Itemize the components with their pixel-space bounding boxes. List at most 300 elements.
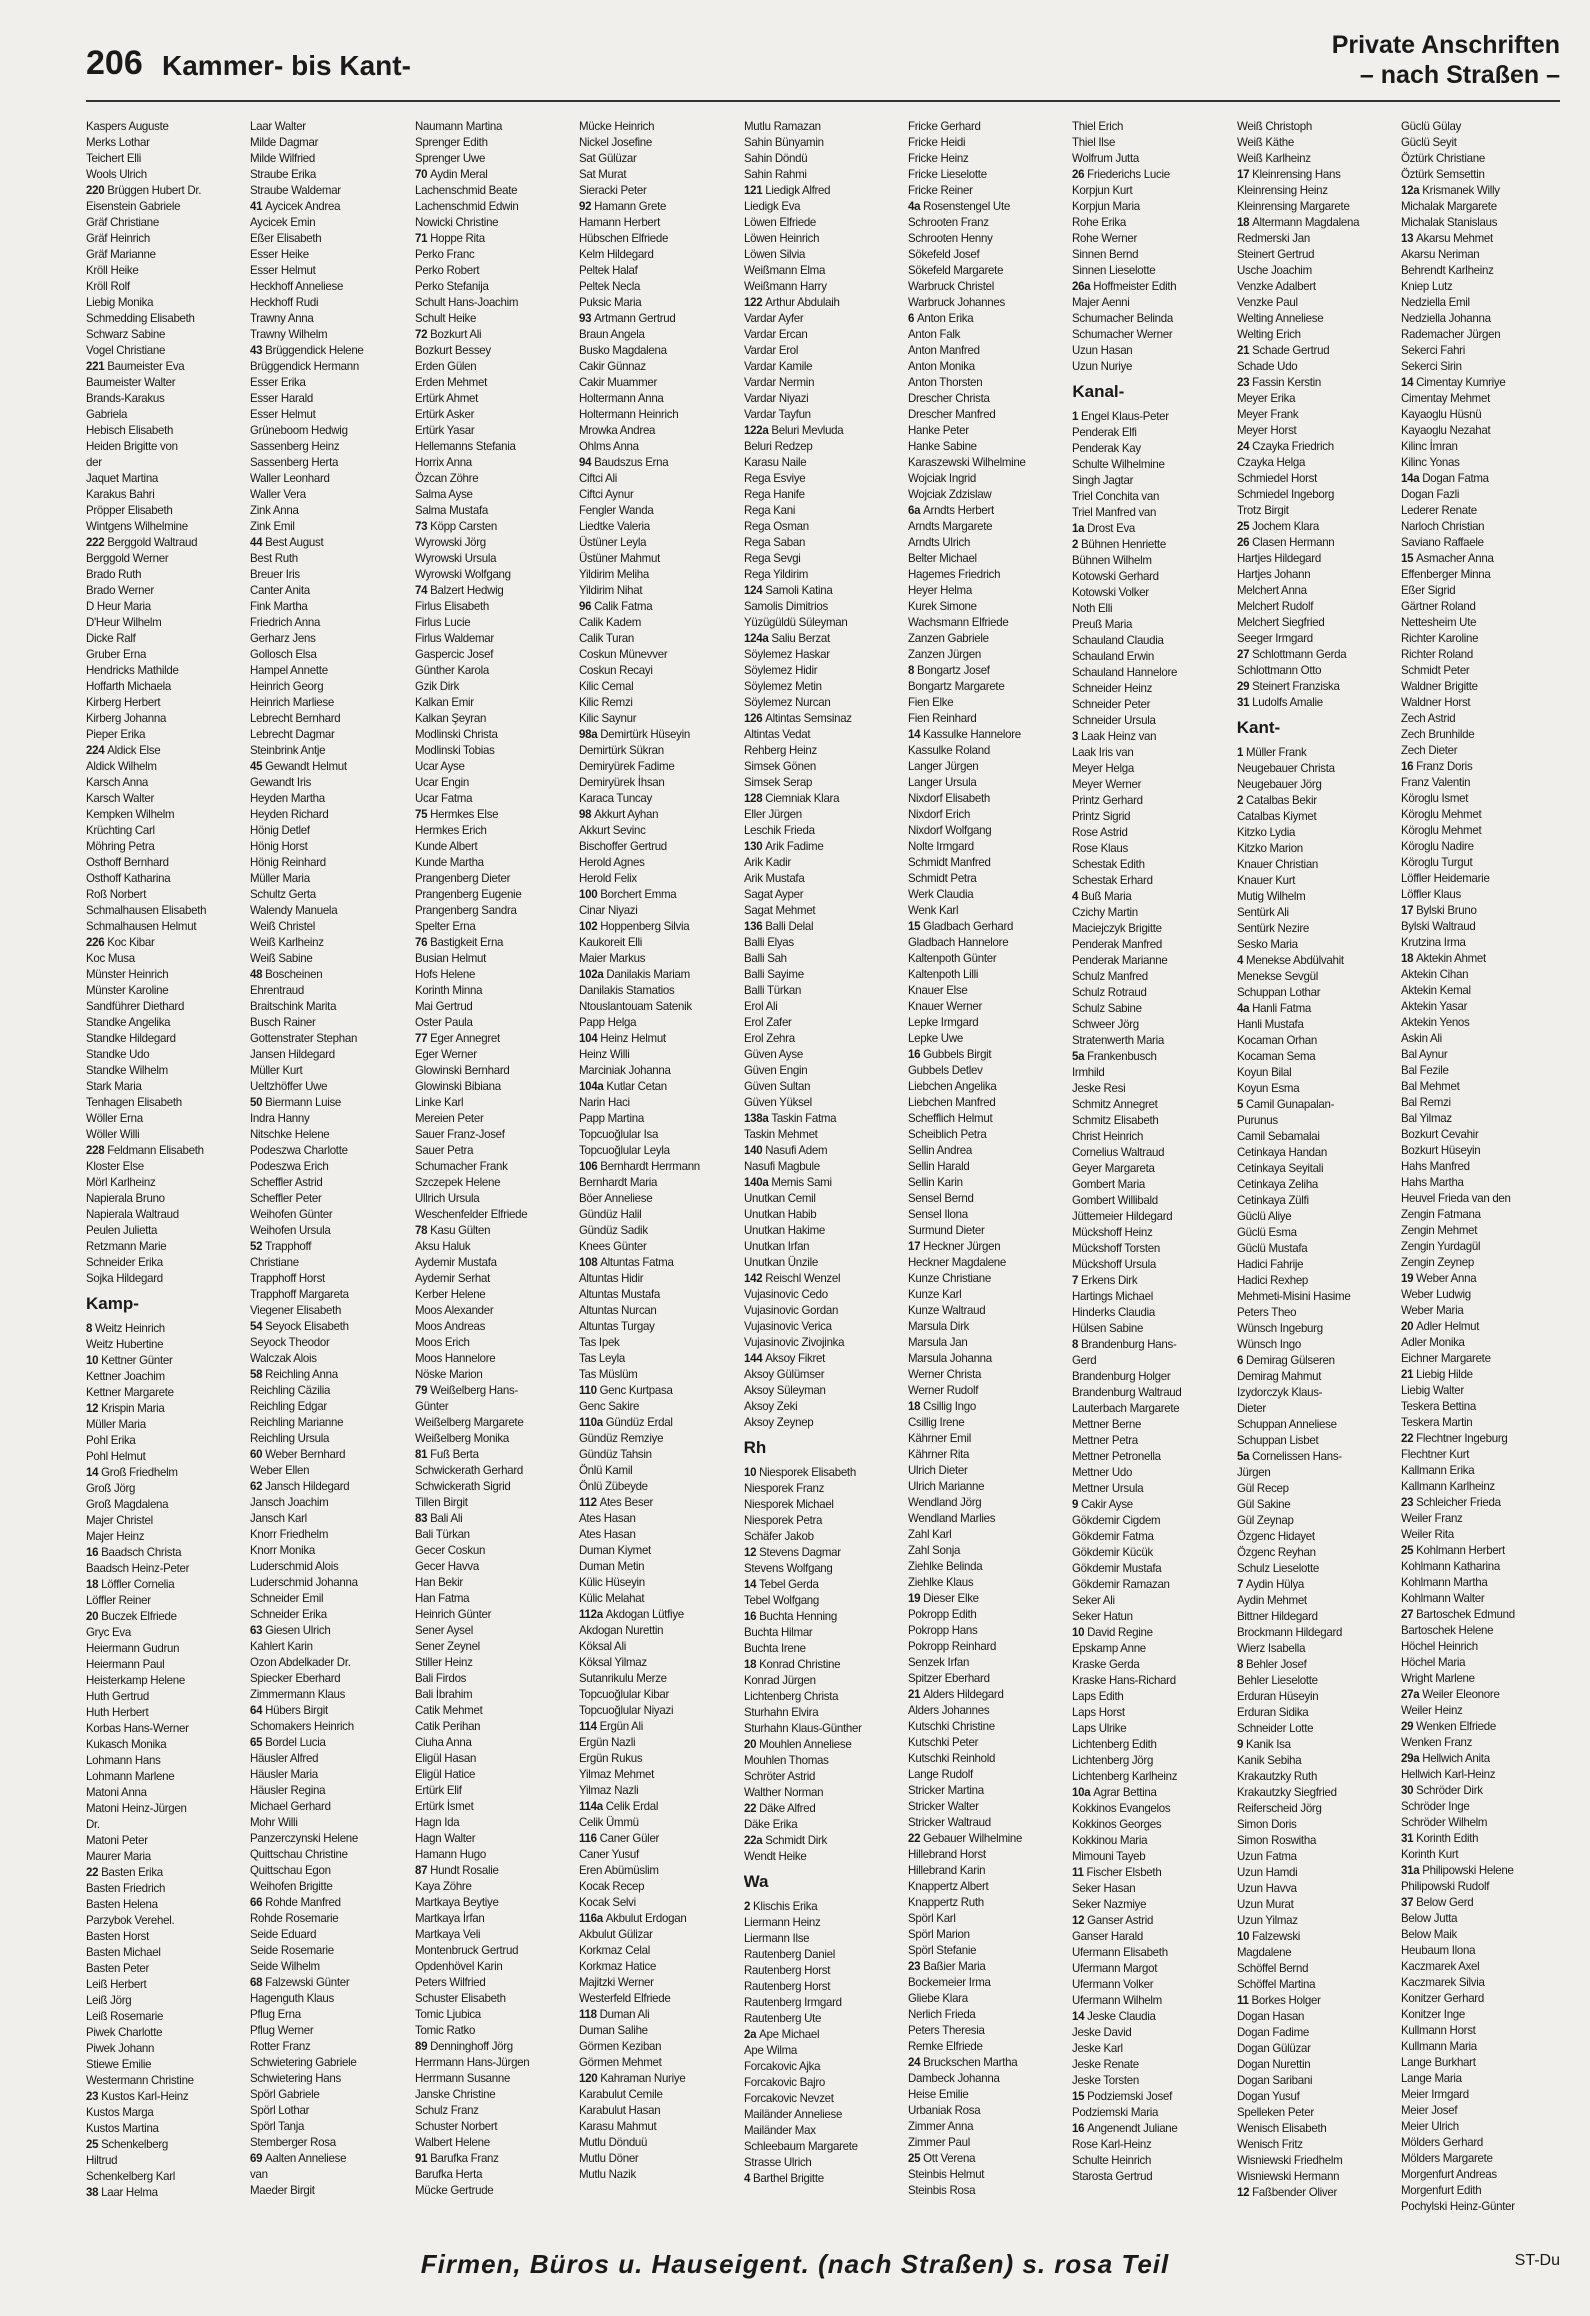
directory-entry: Kocaman Orhan	[1236, 1033, 1317, 1047]
directory-entry: Gündüz Remziye	[579, 1431, 664, 1445]
directory-entry: Kitzko Marion	[1236, 841, 1303, 855]
resident-name: Hoffmeister Edith	[1093, 279, 1177, 293]
directory-entry: Cornelius Waltraud	[1072, 1145, 1165, 1159]
house-number: 41	[250, 199, 263, 213]
directory-entry: Noth Elli	[1072, 601, 1113, 615]
directory-entry: Mereien Peter	[414, 1111, 484, 1125]
directory-entry: Hönig Reinhard	[250, 855, 327, 869]
house-number: 23	[1236, 375, 1249, 389]
resident-name: Liedigk Alfred	[764, 183, 830, 197]
resident-name: Arik Fadime	[764, 839, 824, 853]
house-number: 12	[743, 1545, 756, 1559]
directory-entry: Cinar Niyazi	[579, 903, 638, 917]
section-title-line-1: Private Anschriften	[1331, 31, 1560, 59]
directory-entry	[579, 1030, 739, 1046]
directory-entry: Simsek Serap	[743, 775, 812, 789]
directory-entry: Yilmaz Nazli	[579, 1783, 639, 1797]
directory-entry: Stiller Heinz	[414, 1655, 473, 1669]
directory-entry: Külic Melahat	[579, 1591, 645, 1605]
directory-entry: Häusler Maria	[250, 1767, 319, 1781]
directory-entry: Schult Hans-Joachim	[414, 295, 518, 309]
directory-entry: Sojka Hildegard	[86, 1271, 163, 1285]
directory-entry: Nedziella Johanna	[1401, 311, 1491, 325]
house-number: 75	[414, 807, 428, 821]
directory-entry: Eller Jürgen	[743, 807, 802, 821]
directory-entry: Maier Markus	[579, 951, 646, 965]
directory-entry: Kährner Rita	[907, 1447, 970, 1461]
directory-entry: Altuntas Mustafa	[579, 1287, 661, 1301]
directory-entry: Christ Heinrich	[1072, 1129, 1144, 1143]
house-number: 12	[86, 1401, 99, 1415]
directory-entry: Schneider Erika	[250, 1607, 328, 1621]
directory-entry	[86, 534, 246, 550]
directory-entry: Sensel Ilona	[907, 1207, 968, 1221]
directory-entry	[1237, 438, 1397, 454]
directory-entry	[415, 1862, 575, 1878]
resident-name: Baadsch Christa	[101, 1545, 182, 1559]
directory-entry: Mettner Petra	[1072, 1433, 1139, 1447]
directory-entry: Schuster Norbert	[414, 2119, 498, 2133]
directory-entry: Taskin Mehmet	[743, 1127, 818, 1141]
directory-entry: Sat Murat	[579, 167, 627, 181]
directory-entry: Kunze Christiane	[907, 1271, 991, 1285]
directory-entry: Gökdemir Ramazan	[1072, 1577, 1171, 1591]
directory-entry: Jaquet Martina	[86, 471, 159, 485]
directory-entry	[579, 1078, 739, 1094]
directory-entry: Simon Roswitha	[1236, 1833, 1316, 1847]
directory-entry: Dogan Fadime	[1236, 2025, 1309, 2039]
directory-entry: Firlus Elisabeth	[414, 599, 489, 613]
house-number: 6	[1236, 1353, 1243, 1367]
house-number: 79	[414, 1383, 428, 1397]
directory-entry: Görmen Keziban	[579, 2039, 662, 2053]
house-number: 6	[907, 311, 915, 325]
directory-entry: Zink Anna	[250, 503, 299, 517]
resident-name: Baudszus Erna	[594, 455, 669, 469]
directory-entry: Bali İbrahim	[414, 1687, 473, 1701]
directory-entry: Epskamp Anne	[1072, 1641, 1147, 1655]
resident-name: Berggold Waltraud	[107, 535, 198, 549]
directory-entry: Ufermann Wilhelm	[1072, 1993, 1163, 2007]
house-number: 45	[250, 759, 263, 773]
directory-entry: Gärtner Roland	[1401, 599, 1476, 613]
directory-entry: Uzun Havva	[1236, 1881, 1297, 1895]
directory-entry: Ulrich Dieter	[907, 1463, 968, 1477]
directory-entry	[1237, 1928, 1397, 1944]
directory-entry: Strasse Ulrich	[743, 2155, 812, 2169]
directory-entry: Jüttemeier Hildegard	[1072, 1209, 1173, 1223]
directory-entry: Perko Robert	[414, 263, 480, 277]
directory-entry: Weißmann Harry	[743, 279, 827, 293]
directory-entry: Dogan Gülüzar	[1236, 2041, 1311, 2055]
directory-entry: Vujasinovic Zivojinka	[743, 1335, 844, 1349]
directory-entry: Schauland Erwin	[1072, 649, 1155, 663]
directory-entry: Weiß Sabine	[250, 951, 313, 965]
directory-entry: Spörl Lothar	[250, 2103, 310, 2117]
directory-entry	[908, 1238, 1068, 1254]
directory-entry: Tas Müslüm	[579, 1367, 638, 1381]
directory-entry: Schulz Rotraud	[1072, 985, 1147, 999]
directory-entry: Eren Abümüslim	[579, 1863, 659, 1877]
directory-entry: Lauterbach Margarete	[1072, 1401, 1180, 1415]
house-number: 10	[1072, 1625, 1085, 1639]
directory-entry: Napierala Bruno	[86, 1191, 165, 1205]
directory-entry: Rautenberg Daniel	[743, 1947, 835, 1961]
directory-entry: Eisenstein Gabriele	[86, 199, 181, 213]
directory-entry: Schwickerath Sigrid	[414, 1479, 511, 1493]
resident-name: Kleinrensing Hans	[1251, 167, 1341, 181]
street-heading: Rh	[743, 1438, 767, 1457]
directory-entry: Rega Kani	[743, 503, 795, 517]
house-number: 21	[1236, 343, 1249, 357]
directory-entry: Hartings Michael	[1072, 1289, 1154, 1303]
directory-entry: Topcuoğlular Niyazi	[579, 1703, 674, 1717]
directory-entry: Schumacher Werner	[1072, 327, 1173, 341]
directory-entry: Printz Gerhard	[1072, 793, 1144, 807]
resident-name: Csillig Ingo	[923, 1399, 976, 1413]
directory-entry: Gökdemir Mustafa	[1072, 1561, 1162, 1575]
directory-entry	[415, 1030, 575, 1046]
directory-entry: Erden Gülen	[414, 359, 477, 373]
directory-entry: Balli Türkan	[743, 983, 801, 997]
resident-name: Duman Ali	[599, 2007, 650, 2021]
directory-entry: Glowinski Bernhard	[414, 1063, 510, 1077]
directory-entry	[86, 1400, 246, 1416]
directory-entry: Rega Yildirim	[743, 567, 808, 581]
directory-entry: Uzun Nuriye	[1072, 359, 1133, 373]
directory-entry: Fricke Gerhard	[907, 119, 981, 133]
house-number: 27	[1401, 1607, 1414, 1621]
house-number: 81	[414, 1447, 428, 1461]
house-number: 126	[743, 711, 762, 725]
directory-entry	[250, 534, 410, 550]
directory-entry	[579, 1382, 739, 1398]
directory-entry: Bongartz Margarete	[907, 679, 1005, 693]
house-number: 64	[250, 1703, 263, 1717]
directory-entry: Kullmann Maria	[1401, 2039, 1477, 2053]
directory-entry: Danilakis Stamatios	[579, 983, 675, 997]
house-number: 98a	[579, 727, 598, 741]
directory-entry	[1072, 166, 1232, 182]
directory-entry: Kayaoglu Hüsnü	[1401, 407, 1482, 421]
resident-name: Hundt Rosalie	[429, 1863, 499, 1877]
directory-entry	[579, 1414, 739, 1430]
directory-entry: Heuvel Frieda van den	[1401, 1191, 1511, 1205]
resident-name: Eger Annegret	[429, 1031, 500, 1045]
directory-entry: Löffler Heidemarie	[1401, 871, 1490, 885]
house-number: 37	[1401, 1895, 1414, 1909]
directory-entry: Buchta Hilmar	[743, 1625, 813, 1639]
directory-entry: Weihofen Günter	[250, 1207, 333, 1221]
directory-entry	[86, 2184, 246, 2200]
directory-entry: Arndts Margarete	[907, 519, 993, 533]
directory-entry: Schmedding Elisabeth	[86, 311, 195, 325]
directory-entry: Adler Monika	[1401, 1335, 1465, 1349]
directory-entry: Ueltzhöffer Uwe	[250, 1079, 328, 1093]
directory-entry: Podziemski Maria	[1072, 2105, 1159, 2119]
directory-entry	[579, 726, 739, 742]
directory-entry: Tas Leyla	[579, 1351, 626, 1365]
resident-name: Bozkurt Ali	[429, 327, 482, 341]
directory-entry: D Heur Maria	[86, 599, 151, 613]
directory-entry: Wojciak Ingrid	[907, 471, 976, 485]
house-number: 1	[1236, 745, 1243, 759]
resident-name: Arthur Abdulaih	[764, 295, 840, 309]
house-number: 12a	[1401, 183, 1420, 197]
directory-entry: Behler Lieselotte	[1236, 1673, 1318, 1687]
directory-entry: Schröder Inge	[1401, 1799, 1470, 1813]
directory-entry: Ohlms Anna	[579, 439, 639, 453]
directory-entry: Balli Sah	[743, 951, 787, 965]
directory-entry: Spörl Marion	[907, 1927, 970, 1941]
directory-entry: Rotter Franz	[250, 2039, 311, 2053]
directory-entry: Effenberger Minna	[1401, 567, 1491, 581]
directory-entry	[908, 1958, 1068, 1974]
house-number: 26	[1072, 167, 1085, 181]
directory-entry: Kunze Karl	[907, 1287, 962, 1301]
resident-name: Caner Güler	[599, 1831, 660, 1845]
house-number: 31	[1236, 695, 1249, 709]
directory-entry: Reichling Marianne	[250, 1415, 344, 1429]
directory-entry: Printz Sigrid	[1072, 809, 1131, 823]
directory-entry: Heyden Martha	[250, 791, 326, 805]
directory-entry	[579, 1798, 739, 1814]
directory-entry: Nowicki Christine	[414, 215, 499, 229]
directory-entry: Esser Erika	[250, 375, 307, 389]
directory-entry	[250, 1318, 410, 1334]
directory-entry: Erduran Sidika	[1236, 1705, 1309, 1719]
directory-column-3	[415, 118, 579, 2233]
resident-name: Reischl Wenzel	[764, 1271, 840, 1285]
house-number: 102	[579, 919, 598, 933]
directory-entry: Jansch Karl	[250, 1511, 308, 1525]
resident-name: Schlottmann Gerda	[1251, 647, 1347, 661]
directory-entry: Hülsen Sabine	[1072, 1321, 1144, 1335]
directory-entry	[1237, 1448, 1397, 1464]
directory-entry	[744, 1464, 904, 1480]
directory-entry: Wojciak Zdzislaw	[907, 487, 992, 501]
directory-entry: Gräf Marianne	[86, 247, 156, 261]
directory-entry: Kanik Sebiha	[1236, 1753, 1302, 1767]
directory-entry: Spiecker Eberhard	[250, 1671, 341, 1685]
directory-entry	[579, 2070, 739, 2086]
footer-note: Firmen, Büros u. Hauseigent. (nach Straßen) s. rosa Teil	[420, 2249, 1170, 2279]
directory-entry: Weiß Christel	[250, 919, 316, 933]
directory-entry: Pflug Werner	[250, 2023, 314, 2037]
house-number: 48	[250, 967, 263, 981]
footer-code: ST-Du	[1514, 2252, 1560, 2269]
directory-entry: Lepke Uwe	[907, 1031, 963, 1045]
directory-entry: Stricker Waltraud	[907, 1815, 991, 1829]
house-number: 18	[743, 1657, 756, 1671]
directory-entry: Rohe Werner	[1072, 231, 1138, 245]
directory-entry	[1072, 1048, 1232, 1064]
directory-entry: Kettner Joachim	[86, 1369, 165, 1383]
directory-entry: Huth Gertrud	[86, 1689, 150, 1703]
directory-entry	[1237, 792, 1397, 808]
directory-entry: Schulz Sabine	[1072, 1001, 1143, 1015]
directory-entry: Roß Norbert	[86, 887, 147, 901]
directory-entry	[908, 1046, 1068, 1062]
directory-entry: Karasu Naile	[743, 455, 806, 469]
house-number: 14	[743, 1577, 756, 1591]
directory-entry: Kilinc İmran	[1401, 439, 1458, 453]
directory-entry	[744, 1350, 904, 1366]
directory-entry: Laar Walter	[250, 119, 307, 133]
directory-entry: Weber Ludwig	[1401, 1287, 1471, 1301]
resident-name: Schröder Dirk	[1416, 1783, 1483, 1797]
directory-entry: Zech Astrid	[1401, 711, 1456, 725]
resident-name: Akdogan Lütfiye	[605, 1607, 685, 1621]
directory-entry: Teskera Martin	[1401, 1415, 1473, 1429]
directory-entry: Üstüner Leyla	[579, 535, 647, 549]
directory-entry	[1237, 2184, 1397, 2200]
directory-entry: Penderak Elfi	[1072, 425, 1137, 439]
directory-entry: Mettner Udo	[1072, 1465, 1133, 1479]
directory-entry: van	[250, 2167, 269, 2181]
directory-entry	[250, 1446, 410, 1462]
directory-entry: Hagn Ida	[414, 1815, 460, 1829]
directory-entry	[1072, 888, 1232, 904]
directory-entry: Tomic Ratko	[414, 2023, 475, 2037]
directory-entry: Ertürk Ahmet	[414, 391, 478, 405]
house-number: 102a	[579, 967, 604, 981]
directory-entry: Mückshoff Torsten	[1072, 1241, 1161, 1255]
directory-entry: Meier Ulrich	[1401, 2119, 1460, 2133]
directory-entry: Gombert Maria	[1072, 1177, 1146, 1191]
directory-entry	[579, 1830, 739, 1846]
directory-entry: Koyun Bilal	[1236, 1065, 1292, 1079]
resident-name: Ergün Ali	[599, 1719, 644, 1733]
directory-entry: Zimmer Paul	[907, 2135, 970, 2149]
directory-entry: Ucar Fatma	[414, 791, 472, 805]
directory-entry	[86, 2088, 246, 2104]
directory-entry: Jeske Torsten	[1072, 2073, 1140, 2087]
directory-entry: Sagat Mehmet	[743, 903, 815, 917]
resident-name: Friederichs Lucie	[1087, 167, 1171, 181]
resident-name: Anton Erika	[916, 311, 974, 325]
directory-entry: Maeder Birgit	[250, 2183, 316, 2197]
directory-entry: Kirberg Johanna	[86, 711, 167, 725]
house-number: 2	[743, 1899, 750, 1913]
house-number: 20	[743, 1737, 756, 1751]
directory-entry: Gecer Havva	[414, 1559, 479, 1573]
directory-entry: Kilic Cemal	[579, 679, 634, 693]
directory-entry: Modlinski Christa	[414, 727, 498, 741]
directory-entry: Schultz Gerta	[250, 887, 317, 901]
directory-entry	[86, 358, 246, 374]
directory-entry	[250, 1478, 410, 1494]
resident-name: Ott Verena	[923, 2151, 976, 2165]
directory-entry: Heckner Magdalene	[907, 1255, 1006, 1269]
resident-name: Cimentay Kumriye	[1416, 375, 1506, 389]
directory-entry	[744, 1142, 904, 1158]
resident-name: Beluri Mevluda	[770, 423, 843, 437]
directory-entry	[908, 1398, 1068, 1414]
directory-entry: Friedrich Anna	[250, 615, 321, 629]
directory-entry: Steinert Gertrud	[1236, 247, 1314, 261]
directory-entry: Kröll Rolf	[86, 279, 130, 293]
directory-entry: Sagat Ayper	[743, 887, 803, 901]
directory-entry: Yüzügüldü Süleyman	[743, 615, 848, 629]
directory-entry: Möhring Petra	[86, 839, 155, 853]
directory-entry: Catik Mehmet	[414, 1703, 483, 1717]
directory-entry: Akdogan Nurettin	[579, 1623, 664, 1637]
directory-entry	[250, 1734, 410, 1750]
directory-entry	[1237, 1992, 1397, 2008]
directory-entry	[1401, 1750, 1561, 1766]
directory-entry: Osthoff Bernhard	[86, 855, 169, 869]
directory-entry: Sutanrikulu Merze	[579, 1671, 667, 1685]
resident-name: Ganser Astrid	[1087, 1913, 1154, 1927]
directory-entry: Kohlmann Walter	[1401, 1591, 1485, 1605]
directory-entry: Opdenhövel Karin	[414, 1959, 503, 1973]
resident-name: Engel Klaus-Peter	[1081, 409, 1170, 423]
directory-entry: Schmiedel Ingeborg	[1236, 487, 1334, 501]
resident-name: Giesen Ulrich	[265, 1623, 331, 1637]
directory-entry: Dogan Yusuf	[1236, 2089, 1300, 2103]
directory-entry	[250, 1622, 410, 1638]
directory-entry: Basten Horst	[86, 1929, 150, 1943]
house-number: 104	[579, 1031, 598, 1045]
house-number: 25	[86, 2137, 99, 2151]
directory-entry: Rega Hanife	[743, 487, 805, 501]
directory-entry: Söylemez Nurcan	[743, 695, 831, 709]
directory-entry: Baumeister Walter	[86, 375, 176, 389]
house-number: 142	[743, 1271, 762, 1285]
directory-entry: Trawny Anna	[250, 311, 314, 325]
directory-entry	[579, 966, 739, 982]
directory-entry: Kährner Emil	[907, 1431, 971, 1445]
directory-entry	[415, 166, 575, 182]
directory-entry: Scheffler Astrid	[250, 1175, 323, 1189]
directory-entry: Krutzina Irma	[1401, 935, 1466, 949]
directory-entry: Kayaoglu Nezahat	[1401, 423, 1491, 437]
directory-entry: Usche Joachim	[1236, 263, 1312, 277]
resident-name: Hoppe Rita	[429, 231, 485, 245]
directory-entry: Kokkinou Maria	[1072, 1833, 1148, 1847]
directory-entry: Mehmeti-Misini Hasime	[1236, 1289, 1351, 1303]
directory-entry: Görmen Mehmet	[579, 2055, 662, 2069]
directory-entry: Melchert Anna	[1236, 583, 1307, 597]
directory-entry: Ertürk Elif	[414, 1783, 462, 1797]
directory-entry: Naumann Martina	[414, 119, 502, 133]
resident-name: Akkurt Ayhan	[594, 807, 659, 821]
resident-name: Gündüz Erdal	[605, 1415, 673, 1429]
resident-name: Drost Eva	[1087, 521, 1136, 535]
directory-entry: Venzke Paul	[1236, 295, 1298, 309]
directory-entry: Dicke Ralf	[86, 631, 136, 645]
directory-entry: Schröter Astrid	[743, 1769, 815, 1783]
directory-entry: Leiß Jörg	[86, 1993, 132, 2007]
directory-entry: Braun Angela	[579, 327, 645, 341]
directory-entry: Karabulut Hasan	[579, 2103, 661, 2117]
directory-entry: Hellwich Karl-Heinz	[1401, 1767, 1496, 1781]
directory-entry: Coskun Recayi	[579, 663, 653, 677]
resident-name: Memis Sami	[770, 1175, 832, 1189]
directory-entry: Rademacher Jürgen	[1401, 327, 1501, 341]
directory-entry: Unutkan Habib	[743, 1207, 816, 1221]
house-number: 4a	[1236, 1001, 1249, 1015]
house-number: 12	[1072, 1913, 1085, 1927]
house-number: 112a	[579, 1607, 603, 1621]
directory-entry: Sprenger Uwe	[414, 151, 485, 165]
directory-entry: Güclü Gülay	[1401, 119, 1462, 133]
directory-entry: Anton Falk	[907, 327, 961, 341]
directory-entry: Lachenschmid Beate	[414, 183, 518, 197]
directory-entry: Basten Peter	[86, 1961, 150, 1975]
directory-entry: Catalbas Kiymet	[1236, 809, 1317, 823]
